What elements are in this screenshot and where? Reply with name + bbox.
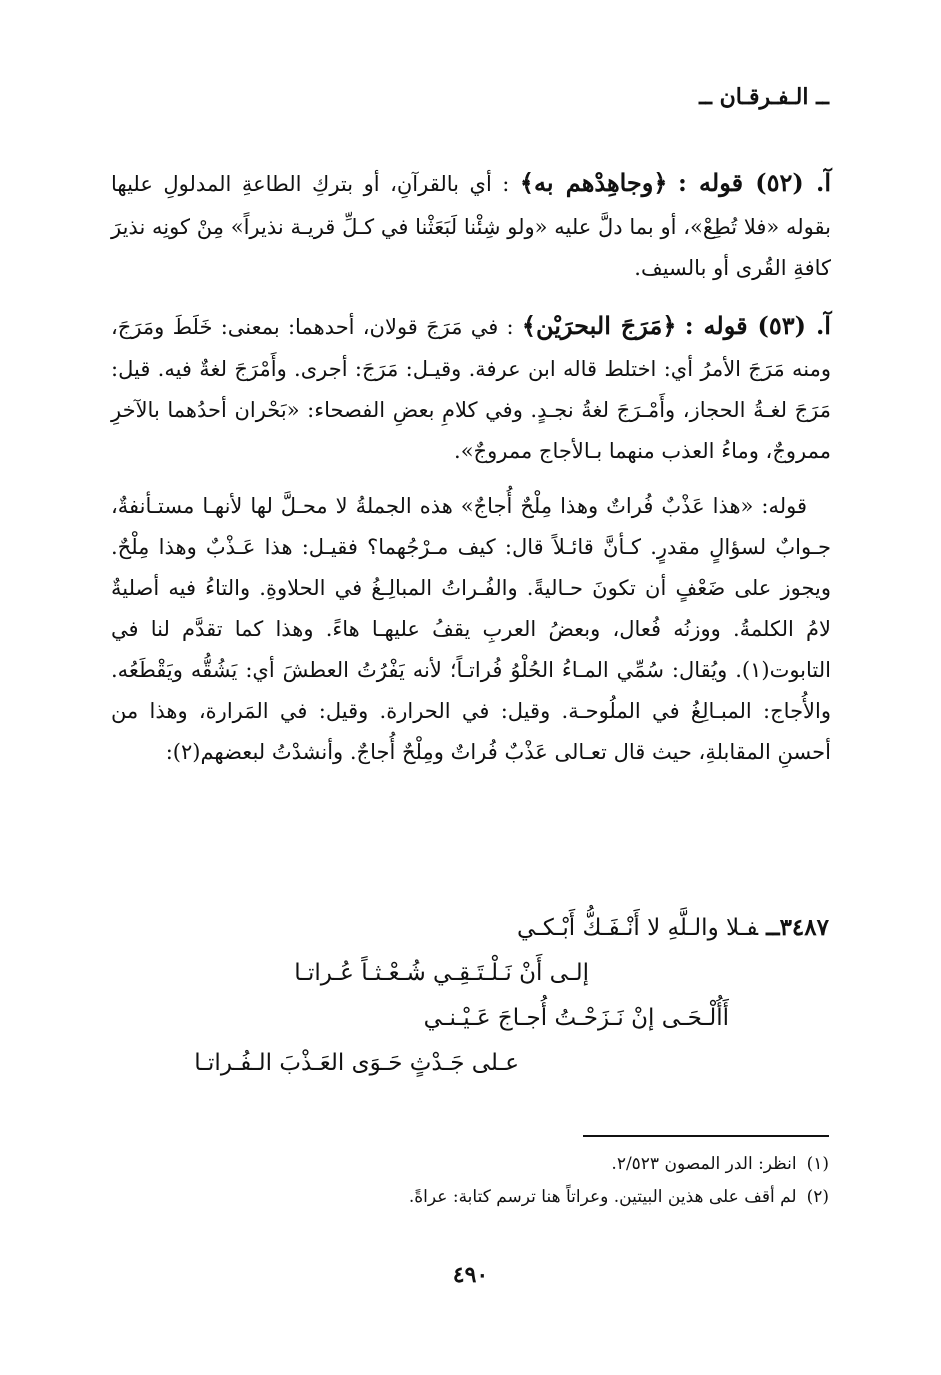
footnote-item: (١)انظر: الدر المصون ٢/٥٢٣. [611, 1154, 829, 1174]
poem-line: ٣٤٨٧ــفـلا والـلَّهِ لا أَنْـفَـكُّ أَبْـكـي [517, 914, 829, 941]
poem-block [109, 906, 829, 1085]
poem-line: عـلى جَـدْثٍ حَـوَى العَـذْبَ الـفُـراتـا [194, 1049, 519, 1076]
paragraph-verse-52 [111, 160, 831, 289]
paragraph-commentary [111, 486, 831, 773]
page-number: ٤٩٠ [452, 1262, 489, 1288]
running-header: ــ الـفـرقـان ــ [699, 84, 829, 110]
poem-line: أَأُلْـحَـى إنْ نَـزَحْـتُ أُجـاجَ عَـيْـنـي [423, 1004, 729, 1031]
footnote-divider [583, 1135, 829, 1137]
poem-number: ٣٤٨٧ــ [766, 914, 829, 941]
paragraph-text: : أي بالقرآنِ، أو بتركِ الطاعةِ المدلولِ عليها بقوله «فلا تُطِعْ»، أو بما دلَّ عليه «ولو شِئْنا لَبَعَثْنا في كـلِّ قريـة نذيراً» مِنْ كونِه نذيرَ كافةِ القُرى أو بالسيف. [111, 172, 831, 280]
quranic-quote: ﴿وجاهِدْهم به﴾ [519, 168, 668, 197]
main-text [111, 160, 831, 787]
footnote-item: (٢)لم أقف على هذين البيتين. وعراتاً هنا ترسم كتابة: عراةً. [408, 1187, 829, 1208]
footnotes [109, 1148, 829, 1214]
verse-marker: آ. (٥٣) قوله : [684, 310, 831, 340]
verse-marker: آ. (٥٢) قوله : [677, 168, 831, 197]
paragraph-text: : في مَرَجَ قولان، أحدهما: بمعنى: خَلَطَ ومَرَجَ، ومنه مَرَجَ الأمرُ أي: اختلط قاله ابن عرفة. وقيـل: مَرَجَ: أجرى. وأَمْرَجَ لغةٌ فيه. قيل: مَرَجَ لغـةُ الحجاز، وأَمْـرَجَ لغةُ نجـدٍ. وفي كلامِ بعضِ الفصحاء: «بَحْران أحدُهما بالآخرِ ممروجٌ، وماءُ العذب منهما بـالأجاج ممروجٌ». [111, 314, 831, 464]
paragraph-verse-53 [111, 303, 831, 473]
paragraph-text: قوله: «هذا عَذْبٌ فُراتٌ وهذا مِلْحٌ أُجاجٌ» هذه الجملةُ لا محـلَّ لها لأنهـا مستـأنفةٌ، جـوابٌ لسؤالٍ مقدرٍ. كـأنَّ قائـلاً قال: كيف مـرْجُهما؟ فقيـل: هذا عَـذْبٌ وهذا مِلْحٌ. ويجوز على ضَعْفٍ أن تكونَ حـاليةً. والفُـراتُ المبالِـغُ في الحلاوةِ. والتاءُ فيه أصليةٌ لامُ الكلمةُ. ووزنُه فُعال، وبعضُ العربِ يقفُ عليهـا هاءً. وهذا كما تقدَّم لنا في التابوت(١). ويُقال: سُمِّي المـاءُ الحُلْوُ فُراتـاً؛ لأنه يَفْرُتُ العطشَ أي: يَشُقُّه ويَقْطَعُه. والأُجاج: المبـالِغُ في الملُوحـة. وقيل: في الحرارة. وقيل: في المَرارة، وهذا من أحسنِ المقابلةِ، حيث قال تعـالى عَذْبٌ فُراتٌ ومِلْحٌ أُجاجٌ. وأنشدْتُ لبعضهم(٢): [111, 494, 831, 764]
poem-line: إلـى أَنْ نَـلْـتَـقِـي شُـعْـثـاً عُـراتـا [294, 959, 589, 986]
quranic-quote: ﴿مَرَجَ البحرَيْن﴾ [521, 310, 677, 340]
